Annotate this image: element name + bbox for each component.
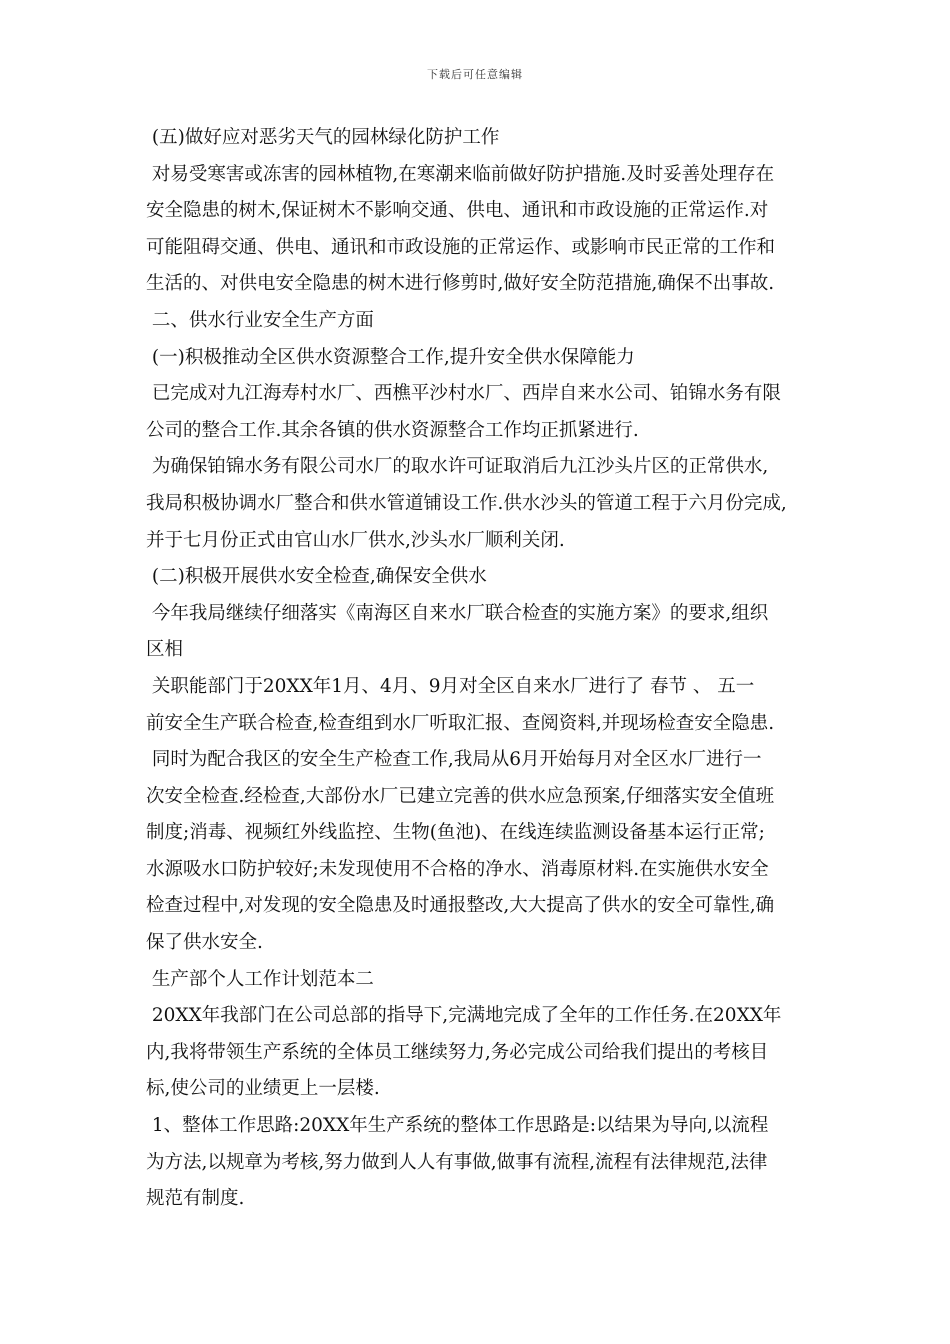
text-line: 水源吸水口防护较好;未发现使用不合格的净水、消毒原材料.在实施供水安全 [146, 858, 769, 880]
text-line: 我局积极协调水厂整合和供水管道铺设工作.供水沙头的管道工程于六月份完成, [146, 492, 787, 514]
text-line: 生产部个人工作计划范本二 [146, 968, 374, 990]
text-line: 可能阻碍交通、供电、通讯和市政设施的正常运作、或影响市民正常的工作和 [146, 236, 776, 258]
text-line: 为确保铂锦水务有限公司水厂的取水许可证取消后九江沙头片区的正常供水, [146, 456, 769, 478]
text-line: 并于七月份正式由官山水厂供水,沙头水厂顺利关闭. [146, 529, 565, 551]
text-line: 二、供水行业安全生产方面 [146, 309, 374, 331]
text-line: 制度;消毒、视频红外线监控、生物(鱼池)、在线连续监测设备基本运行正常; [146, 822, 765, 844]
text-line: 对易受寒害或冻害的园林植物,在寒潮来临前做好防护措施.及时妥善处理存在 [146, 163, 775, 185]
text-line: 已完成对九江海寿村水厂、西樵平沙村水厂、西岸自来水公司、铂锦水务有限 [146, 383, 781, 405]
text-line: 标,使公司的业绩更上一层楼. [146, 1078, 380, 1100]
text-line: (二)积极开展供水安全检查,确保安全供水 [146, 566, 487, 588]
text-line: 今年我局继续仔细落实《南海区自来水厂联合检查的实施方案》的要求,组织 [146, 602, 769, 624]
text-line: 检查过程中,对发现的安全隐患及时通报整改,大大提高了供水的安全可靠性,确 [146, 895, 775, 917]
text-line: 区相 [146, 639, 184, 661]
text-line: 20XX年我部门在公司总部的指导下,完满地完成了全年的工作任务.在20XX年 [146, 1005, 782, 1027]
text-line: (五)做好应对恶劣天气的园林绿化防护工作 [146, 127, 500, 148]
text-line: 次安全检查.经检查,大部份水厂已建立完善的供水应急预案,仔细落实安全值班 [146, 785, 775, 807]
text-line: 公司的整合工作.其余各镇的供水资源整合工作均正抓紧进行. [146, 419, 639, 441]
text-line: 同时为配合我区的安全生产检查工作,我局从6月开始每月对全区水厂进行一 [146, 749, 762, 771]
text-line: 保了供水安全. [146, 932, 263, 954]
text-line: 为方法,以规章为考核,努力做到人人有事做,做事有流程,流程有法律规范,法律 [146, 1151, 768, 1173]
page-header: 下载后可任意编辑 [427, 68, 523, 81]
document-body [146, 120, 810, 1218]
text-line: 安全隐患的树木,保证树木不影响交通、供电、通讯和市政设施的正常运作.对 [146, 200, 769, 222]
text-line: 1、整体工作思路:20XX年生产系统的整体工作思路是:以结果为导向,以流程 [146, 1115, 769, 1137]
text-line: 前安全生产联合检查,检查组到水厂听取汇报、查阅资料,并现场检查安全隐患. [146, 712, 775, 734]
text-line: 关职能部门于20XX年1月、4月、9月对全区自来水厂进行了 春节 、 五一 [146, 675, 755, 697]
text-line: 生活的、对供电安全隐患的树木进行修剪时,做好安全防范措施,确保不出事故. [146, 273, 775, 295]
text-line: 内,我将带领生产系统的全体员工继续努力,务必完成公司给我们提出的考核目 [146, 1041, 769, 1063]
text-line: 规范有制度. [146, 1188, 245, 1210]
text-line: (一)积极推动全区供水资源整合工作,提升安全供水保障能力 [146, 346, 635, 368]
